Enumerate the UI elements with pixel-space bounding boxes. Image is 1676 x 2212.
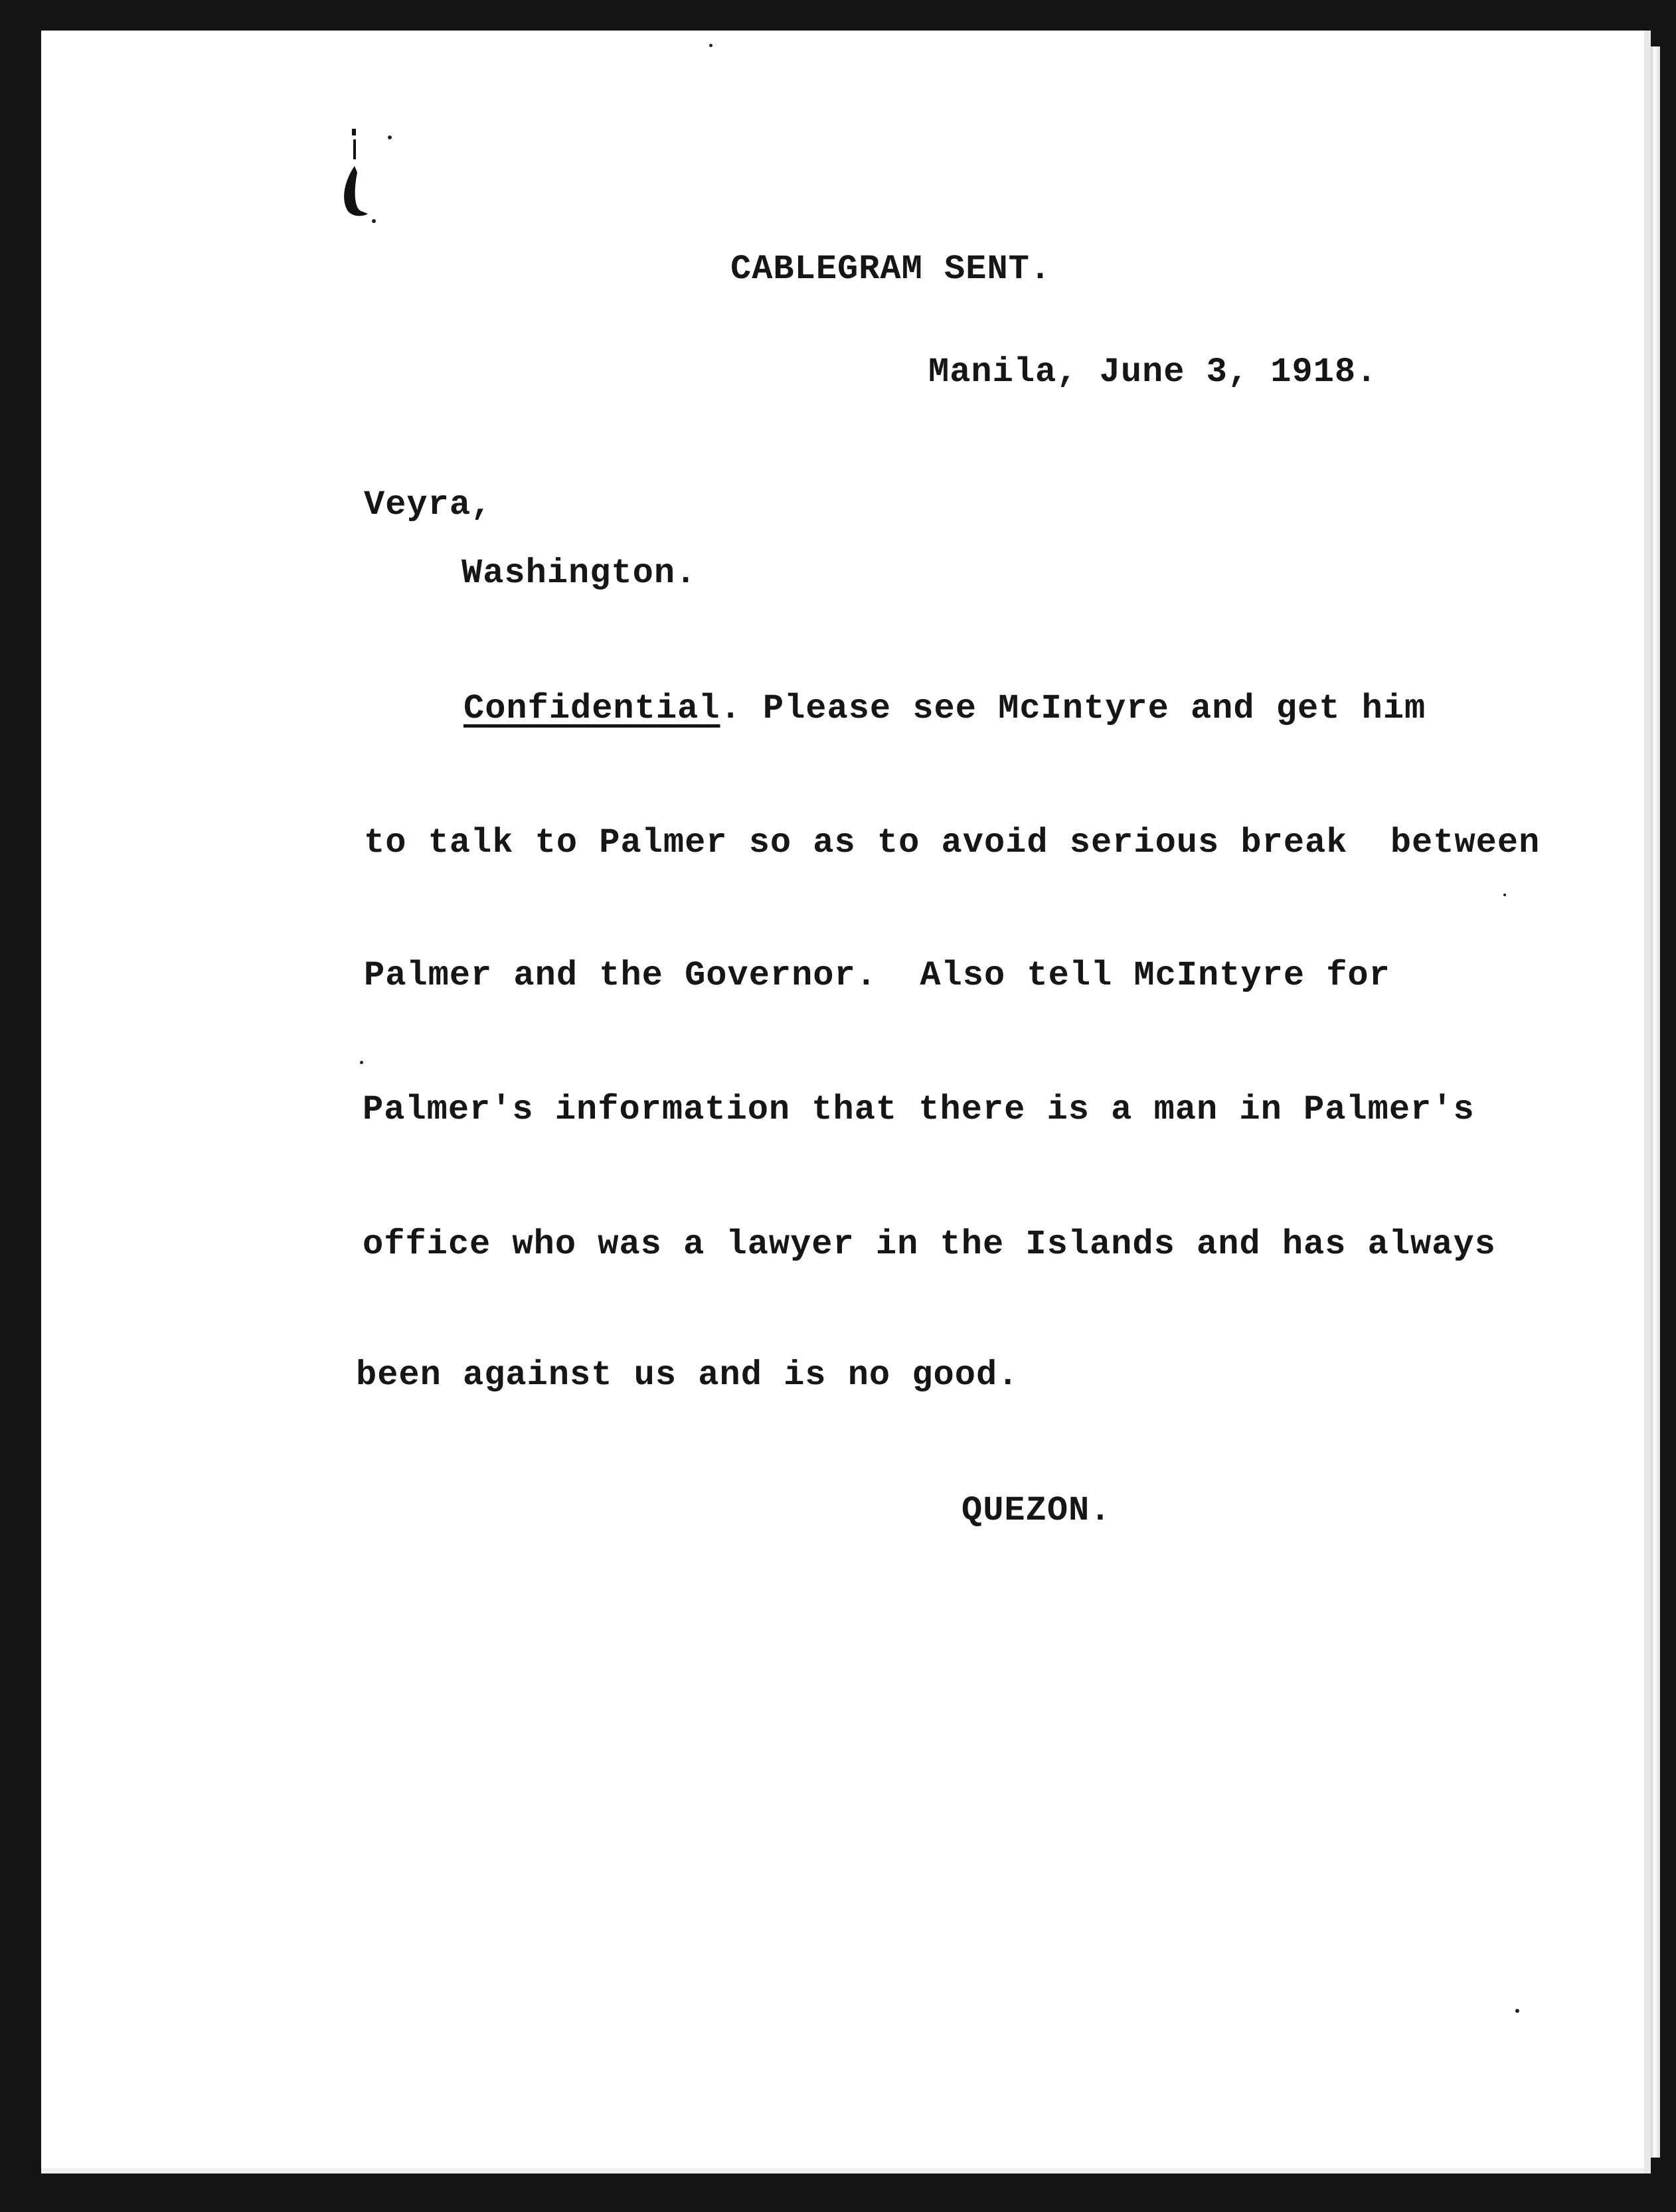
body-line-1-text: . Please see McIntyre and get him <box>720 689 1426 728</box>
confidential-label: Confidential <box>463 689 720 728</box>
ink-speck <box>360 1061 363 1064</box>
addressee: Veyra, <box>364 485 493 524</box>
body-line-3: Palmer and the Governor. Also tell McIntyre for <box>364 956 1390 995</box>
body-line-6: been against us and is no good. <box>356 1356 1019 1395</box>
signature: QUEZON. <box>962 1491 1112 1530</box>
ink-speck <box>1515 2009 1519 2013</box>
body-line-4: Palmer's information that there is a man in Palmer's <box>363 1090 1475 1129</box>
ink-mark-icon <box>332 126 372 226</box>
body-line-5: office who was a lawyer in the Islands and has always <box>363 1225 1496 1264</box>
place-date: Manila, June 3, 1918. <box>928 353 1378 392</box>
body-line-1 <box>463 689 1426 728</box>
page-edge <box>1651 46 1660 2158</box>
ink-speck <box>1503 894 1506 896</box>
ink-speck <box>709 44 712 47</box>
ink-speck <box>388 135 392 139</box>
body-line-2: to talk to Palmer so as to avoid serious break between <box>364 823 1541 862</box>
document-heading: CABLEGRAM SENT. <box>730 250 1052 289</box>
address: Washington. <box>461 554 697 593</box>
ink-speck <box>372 219 376 223</box>
